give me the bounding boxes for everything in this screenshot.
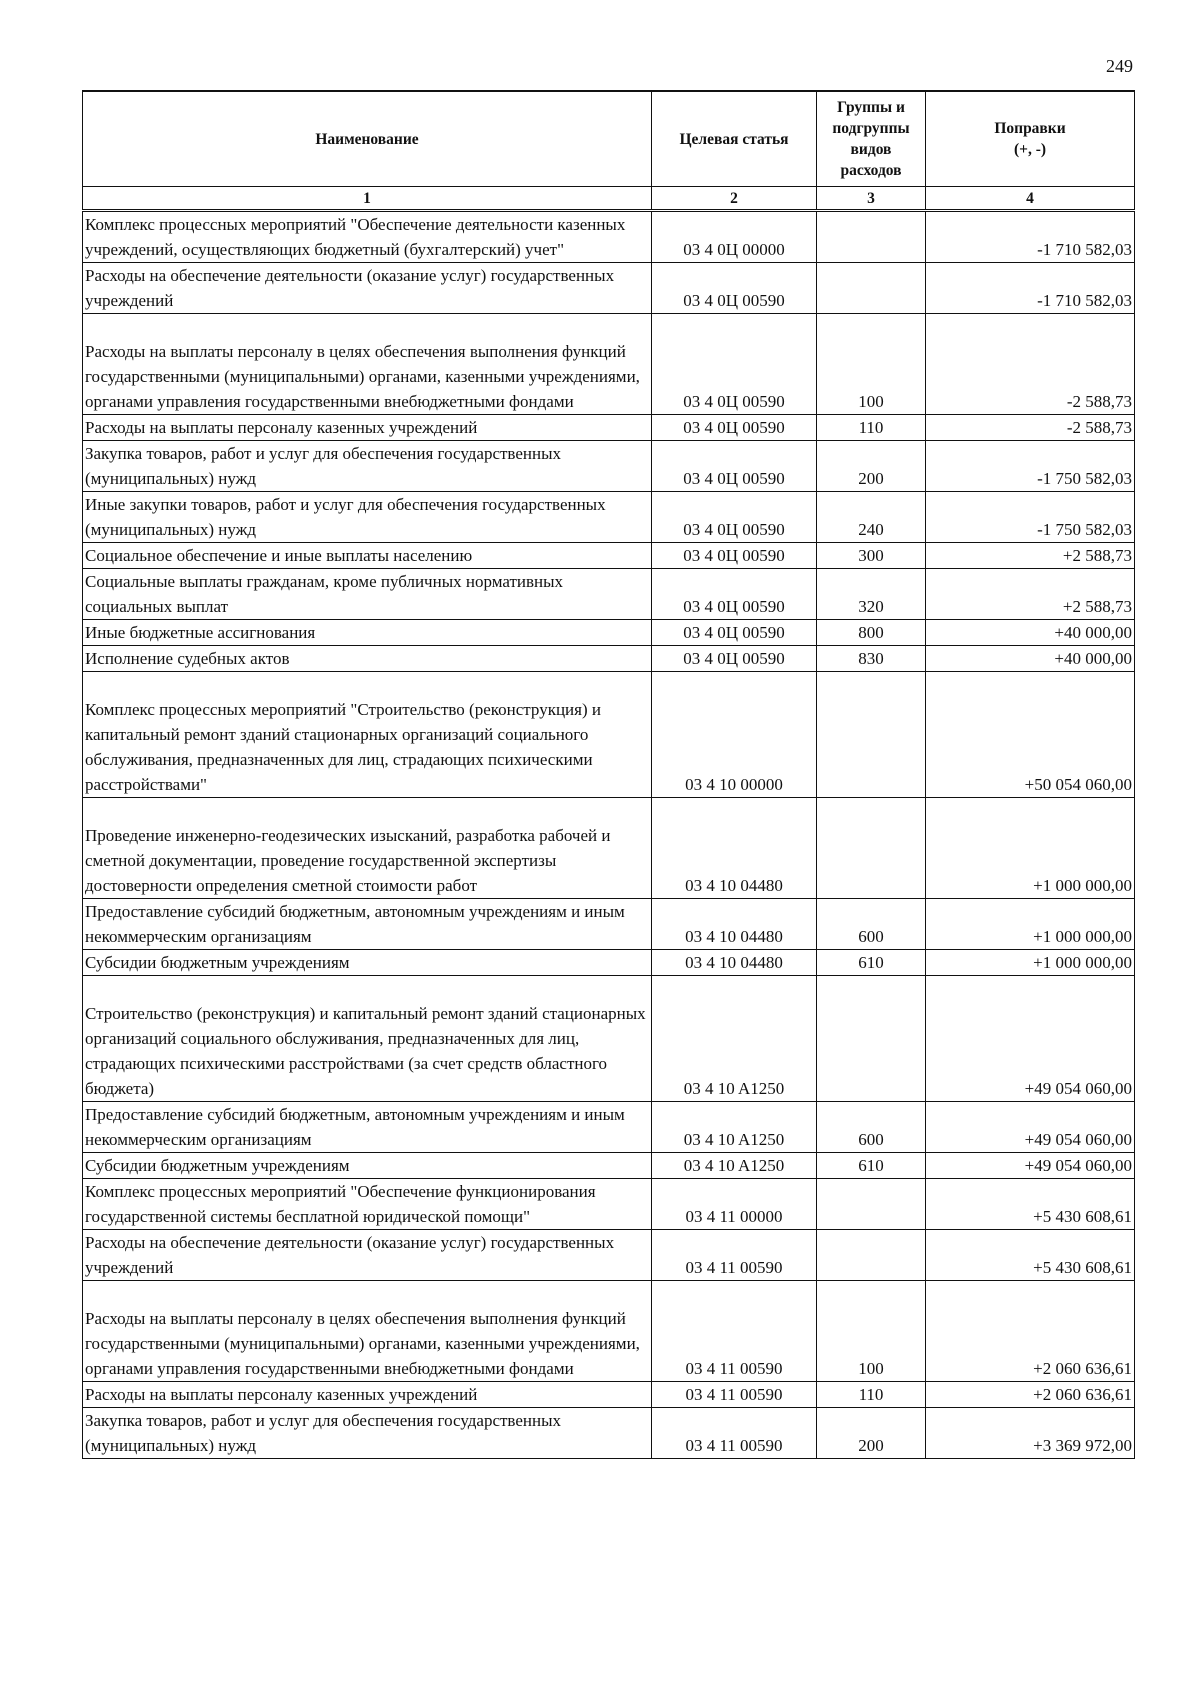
row-amendment-amount: +5 430 608,61 [926, 1179, 1135, 1230]
table-row [83, 569, 1135, 620]
table-row [83, 899, 1135, 950]
row-expense-group [817, 1179, 926, 1230]
row-name-text: Расходы на выплаты персоналу в целях обеспечения выполнения функций государственными (муниципальными) органами, казенными учреждениями, органами управления государственными внебюджетными фондами [85, 1309, 640, 1378]
row-target-article: 03 4 10 04480 [652, 899, 817, 950]
column-number: 3 [817, 187, 926, 211]
header-amendments-sign: (+, -) [1013, 141, 1047, 158]
row-amendment-amount: +49 054 060,00 [926, 1102, 1135, 1153]
row-expense-group [817, 1230, 926, 1281]
row-name [83, 211, 652, 263]
row-name-text: Проведение инженерно-геодезических изысканий, разработка рабочей и сметной документации, проведение государственной экспертизы достоверности определения сметной стоимости работ [85, 826, 611, 895]
row-target-article: 03 4 0Ц 00000 [652, 211, 817, 263]
row-expense-group: 110 [817, 415, 926, 441]
row-amendment-amount: -2 588,73 [926, 314, 1135, 415]
row-amendment-amount: -1 710 582,03 [926, 263, 1135, 314]
row-expense-group: 100 [817, 314, 926, 415]
row-name [83, 798, 652, 899]
row-expense-group: 320 [817, 569, 926, 620]
row-name-text: Расходы на выплаты персоналу казенных учреждений [85, 1385, 478, 1404]
row-name [83, 672, 652, 798]
row-target-article: 03 4 10 A1250 [652, 1102, 817, 1153]
row-target-article: 03 4 11 00590 [652, 1230, 817, 1281]
table-row [83, 1281, 1135, 1382]
row-name-text: Социальное обеспечение и иные выплаты населению [85, 546, 473, 565]
row-name-text: Расходы на обеспечение деятельности (оказание услуг) государственных учреждений [85, 266, 615, 310]
row-name-text: Субсидии бюджетным учреждениям [85, 1156, 350, 1175]
row-target-article: 03 4 11 00000 [652, 1179, 817, 1230]
table-row [83, 415, 1135, 441]
row-amendment-amount: +2 588,73 [926, 569, 1135, 620]
row-target-article: 03 4 10 A1250 [652, 976, 817, 1102]
column-number-row [83, 187, 1135, 211]
row-name-text: Предоставление субсидий бюджетным, автономным учреждениям и иным некоммерческим организациям [85, 1105, 625, 1149]
budget-amendments-table [82, 90, 1135, 1459]
row-name-text: Закупка товаров, работ и услуг для обеспечения государственных (муниципальных) нужд [85, 1411, 562, 1455]
row-name [83, 620, 652, 646]
table-row [83, 1382, 1135, 1408]
row-name [83, 1382, 652, 1408]
row-amendment-amount: -1 750 582,03 [926, 492, 1135, 543]
table-row [83, 950, 1135, 976]
table-row [83, 263, 1135, 314]
header-expense-groups: Группы и подгруппы видов расходов [817, 91, 926, 187]
row-target-article: 03 4 11 00590 [652, 1382, 817, 1408]
row-target-article: 03 4 11 00590 [652, 1281, 817, 1382]
row-amendment-amount: -2 588,73 [926, 415, 1135, 441]
row-name [83, 646, 652, 672]
row-target-article: 03 4 0Ц 00590 [652, 441, 817, 492]
table-row [83, 672, 1135, 798]
table-row [83, 1230, 1135, 1281]
row-name [83, 899, 652, 950]
row-name-text: Исполнение судебных актов [85, 649, 290, 668]
row-name [83, 1230, 652, 1281]
row-amendment-amount: -1 750 582,03 [926, 441, 1135, 492]
table-row [83, 976, 1135, 1102]
row-name-text: Расходы на выплаты персоналу в целях обеспечения выполнения функций государственными (муниципальными) органами, казенными учреждениями, органами управления государственными внебюджетными фондами [85, 342, 640, 411]
header-target-article: Целевая статья [652, 91, 817, 187]
row-expense-group: 830 [817, 646, 926, 672]
column-number: 4 [926, 187, 1135, 211]
row-amendment-amount: +2 588,73 [926, 543, 1135, 569]
row-expense-group: 600 [817, 1102, 926, 1153]
row-name [83, 1281, 652, 1382]
row-target-article: 03 4 0Ц 00590 [652, 620, 817, 646]
row-target-article: 03 4 0Ц 00590 [652, 492, 817, 543]
row-amendment-amount: +1 000 000,00 [926, 950, 1135, 976]
row-name [83, 1153, 652, 1179]
row-expense-group [817, 263, 926, 314]
row-name [83, 569, 652, 620]
row-name [83, 441, 652, 492]
header-amendments [926, 91, 1135, 187]
row-name-text: Субсидии бюджетным учреждениям [85, 953, 350, 972]
row-expense-group: 300 [817, 543, 926, 569]
row-expense-group: 800 [817, 620, 926, 646]
table-row [83, 1102, 1135, 1153]
row-expense-group [817, 798, 926, 899]
column-number: 2 [652, 187, 817, 211]
column-number: 1 [83, 187, 652, 211]
row-name-text: Комплекс процессных мероприятий "Строительство (реконструкция) и капитальный ремонт зданий стационарных организаций социального обслуживания, предназначенных для лиц, страдающих психическими расстройствами" [85, 700, 601, 794]
row-name-text: Расходы на обеспечение деятельности (оказание услуг) государственных учреждений [85, 1233, 615, 1277]
table-row [83, 211, 1135, 263]
row-amendment-amount: +50 054 060,00 [926, 672, 1135, 798]
row-target-article: 03 4 0Ц 00590 [652, 314, 817, 415]
row-expense-group: 610 [817, 950, 926, 976]
row-name [83, 543, 652, 569]
row-amendment-amount: +2 060 636,61 [926, 1382, 1135, 1408]
row-name [83, 1102, 652, 1153]
row-amendment-amount: +5 430 608,61 [926, 1230, 1135, 1281]
row-amendment-amount: +3 369 972,00 [926, 1408, 1135, 1459]
row-expense-group: 200 [817, 441, 926, 492]
row-amendment-amount: +2 060 636,61 [926, 1281, 1135, 1382]
row-target-article: 03 4 10 04480 [652, 798, 817, 899]
row-expense-group [817, 976, 926, 1102]
row-expense-group [817, 672, 926, 798]
row-amendment-amount: +1 000 000,00 [926, 798, 1135, 899]
table-row [83, 1179, 1135, 1230]
row-name [83, 950, 652, 976]
row-target-article: 03 4 10 04480 [652, 950, 817, 976]
table-row [83, 314, 1135, 415]
table-row [83, 798, 1135, 899]
row-amendment-amount: +1 000 000,00 [926, 899, 1135, 950]
row-name [83, 1179, 652, 1230]
table-row [83, 620, 1135, 646]
row-name-text: Строительство (реконструкция) и капитальный ремонт зданий стационарных организаций социального обслуживания, предназначенных для лиц, страдающих психическими расстройствами (за счет средств областного бюджета) [85, 1004, 646, 1098]
row-target-article: 03 4 11 00590 [652, 1408, 817, 1459]
row-expense-group: 240 [817, 492, 926, 543]
row-expense-group: 600 [817, 899, 926, 950]
page-number: 249 [1106, 56, 1133, 76]
row-expense-group: 610 [817, 1153, 926, 1179]
row-expense-group [817, 211, 926, 263]
row-name [83, 492, 652, 543]
row-amendment-amount: +40 000,00 [926, 646, 1135, 672]
table-row [83, 543, 1135, 569]
row-expense-group: 200 [817, 1408, 926, 1459]
row-name [83, 976, 652, 1102]
row-name [83, 1408, 652, 1459]
row-name [83, 314, 652, 415]
row-name-text: Комплекс процессных мероприятий "Обеспечение функционирования государственной системы бесплатной юридической помощи" [85, 1182, 596, 1226]
row-amendment-amount: +49 054 060,00 [926, 1153, 1135, 1179]
table-header-row [83, 91, 1135, 187]
row-amendment-amount: +40 000,00 [926, 620, 1135, 646]
table-row [83, 441, 1135, 492]
row-name-text: Социальные выплаты гражданам, кроме публичных нормативных социальных выплат [85, 572, 564, 616]
table-row [83, 1153, 1135, 1179]
row-target-article: 03 4 0Ц 00590 [652, 263, 817, 314]
row-amendment-amount: -1 710 582,03 [926, 211, 1135, 263]
row-name-text: Иные закупки товаров, работ и услуг для обеспечения государственных (муниципальных) нужд [85, 495, 606, 539]
row-expense-group: 100 [817, 1281, 926, 1382]
row-name-text: Комплекс процессных мероприятий "Обеспечение деятельности казенных учреждений, осуществляющих бюджетный (бухгалтерский) учет" [85, 215, 626, 259]
table-row [83, 646, 1135, 672]
row-target-article: 03 4 0Ц 00590 [652, 569, 817, 620]
header-amendments-label: Поправки [994, 120, 1066, 137]
row-target-article: 03 4 10 00000 [652, 672, 817, 798]
row-expense-group: 110 [817, 1382, 926, 1408]
table-row [83, 492, 1135, 543]
row-target-article: 03 4 10 A1250 [652, 1153, 817, 1179]
row-name-text: Предоставление субсидий бюджетным, автономным учреждениям и иным некоммерческим организациям [85, 902, 625, 946]
row-name-text: Иные бюджетные ассигнования [85, 623, 316, 642]
row-name [83, 263, 652, 314]
header-name: Наименование [83, 91, 652, 187]
row-name-text: Закупка товаров, работ и услуг для обеспечения государственных (муниципальных) нужд [85, 444, 562, 488]
row-target-article: 03 4 0Ц 00590 [652, 646, 817, 672]
table-row [83, 1408, 1135, 1459]
row-name-text: Расходы на выплаты персоналу казенных учреждений [85, 418, 478, 437]
row-amendment-amount: +49 054 060,00 [926, 976, 1135, 1102]
row-target-article: 03 4 0Ц 00590 [652, 543, 817, 569]
row-target-article: 03 4 0Ц 00590 [652, 415, 817, 441]
row-name [83, 415, 652, 441]
